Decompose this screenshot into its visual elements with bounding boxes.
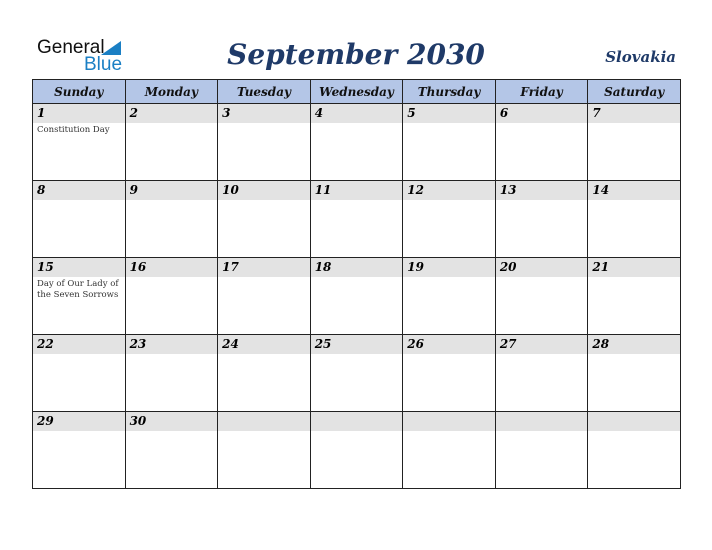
- day-cell: [218, 104, 311, 181]
- weekday-header-friday: Friday: [495, 80, 588, 104]
- day-number: 30: [126, 412, 218, 431]
- day-cell: [495, 181, 588, 258]
- day-number: 15: [33, 258, 125, 277]
- day-cell: [125, 412, 218, 489]
- week-row: [33, 104, 681, 181]
- day-number: 5: [403, 104, 495, 123]
- week-row: [33, 258, 681, 335]
- day-cell: [33, 104, 126, 181]
- day-number: [403, 412, 495, 431]
- day-number: 11: [311, 181, 403, 200]
- day-cell: [125, 335, 218, 412]
- day-cell: [403, 104, 496, 181]
- day-number: 24: [218, 335, 310, 354]
- day-cell: [218, 181, 311, 258]
- day-cell: [495, 104, 588, 181]
- day-cell: [33, 258, 126, 335]
- day-number: 25: [311, 335, 403, 354]
- holiday-label: Constitution Day: [37, 125, 110, 135]
- day-number: 27: [496, 335, 588, 354]
- day-number: 4: [311, 104, 403, 123]
- day-number: 20: [496, 258, 588, 277]
- day-cell: [588, 335, 681, 412]
- day-number: 9: [126, 181, 218, 200]
- day-cell: [310, 412, 403, 489]
- day-number: 1: [33, 104, 125, 123]
- day-number: 13: [496, 181, 588, 200]
- weekday-header-saturday: Saturday: [588, 80, 681, 104]
- day-number: 22: [33, 335, 125, 354]
- day-cell: [403, 412, 496, 489]
- day-number: 18: [311, 258, 403, 277]
- day-number: 16: [126, 258, 218, 277]
- day-number: 26: [403, 335, 495, 354]
- day-cell: [125, 104, 218, 181]
- weekday-header-row: [33, 80, 681, 104]
- day-cell: [403, 335, 496, 412]
- day-cell: [495, 258, 588, 335]
- day-number: 23: [126, 335, 218, 354]
- day-number: 3: [218, 104, 310, 123]
- country-label: Slovakia: [605, 48, 676, 66]
- day-cell: [588, 181, 681, 258]
- day-cell: [310, 258, 403, 335]
- day-cell: [218, 335, 311, 412]
- day-cell: [218, 412, 311, 489]
- day-cell: [588, 412, 681, 489]
- day-number: 12: [403, 181, 495, 200]
- day-cell: [403, 258, 496, 335]
- day-number: [311, 412, 403, 431]
- day-number: 8: [33, 181, 125, 200]
- day-number: [588, 412, 680, 431]
- day-number: 14: [588, 181, 680, 200]
- day-number: [496, 412, 588, 431]
- day-number: 28: [588, 335, 680, 354]
- day-cell: [33, 412, 126, 489]
- day-number: 7: [588, 104, 680, 123]
- day-cell: [218, 258, 311, 335]
- day-number: [218, 412, 310, 431]
- day-cell: [310, 335, 403, 412]
- logo-general: General: [37, 37, 105, 58]
- day-number: 17: [218, 258, 310, 277]
- day-cell: [310, 104, 403, 181]
- day-cell: [495, 335, 588, 412]
- day-cell: [125, 258, 218, 335]
- day-cell: [403, 181, 496, 258]
- weekday-header-sunday: Sunday: [33, 80, 126, 104]
- day-cell: [588, 258, 681, 335]
- weekday-header-wednesday: Wednesday: [310, 80, 403, 104]
- day-cell: [125, 181, 218, 258]
- day-cell: [588, 104, 681, 181]
- day-cell: [33, 181, 126, 258]
- weekday-header-monday: Monday: [125, 80, 218, 104]
- week-row: [33, 181, 681, 258]
- day-number: 19: [403, 258, 495, 277]
- weekday-header-tuesday: Tuesday: [218, 80, 311, 104]
- day-cell: [310, 181, 403, 258]
- day-cell: [495, 412, 588, 489]
- calendar-grid: [32, 79, 681, 489]
- page-title: September 2030: [227, 38, 485, 71]
- weekday-header-thursday: Thursday: [403, 80, 496, 104]
- logo-blue: Blue: [84, 54, 123, 75]
- day-number: 6: [496, 104, 588, 123]
- week-row: [33, 335, 681, 412]
- day-number: 2: [126, 104, 218, 123]
- day-number: 29: [33, 412, 125, 431]
- holiday-label: Day of Our Lady of the Seven Sorrows: [37, 279, 119, 300]
- day-number: 21: [588, 258, 680, 277]
- day-cell: [33, 335, 126, 412]
- day-number: 10: [218, 181, 310, 200]
- week-row: [33, 412, 681, 489]
